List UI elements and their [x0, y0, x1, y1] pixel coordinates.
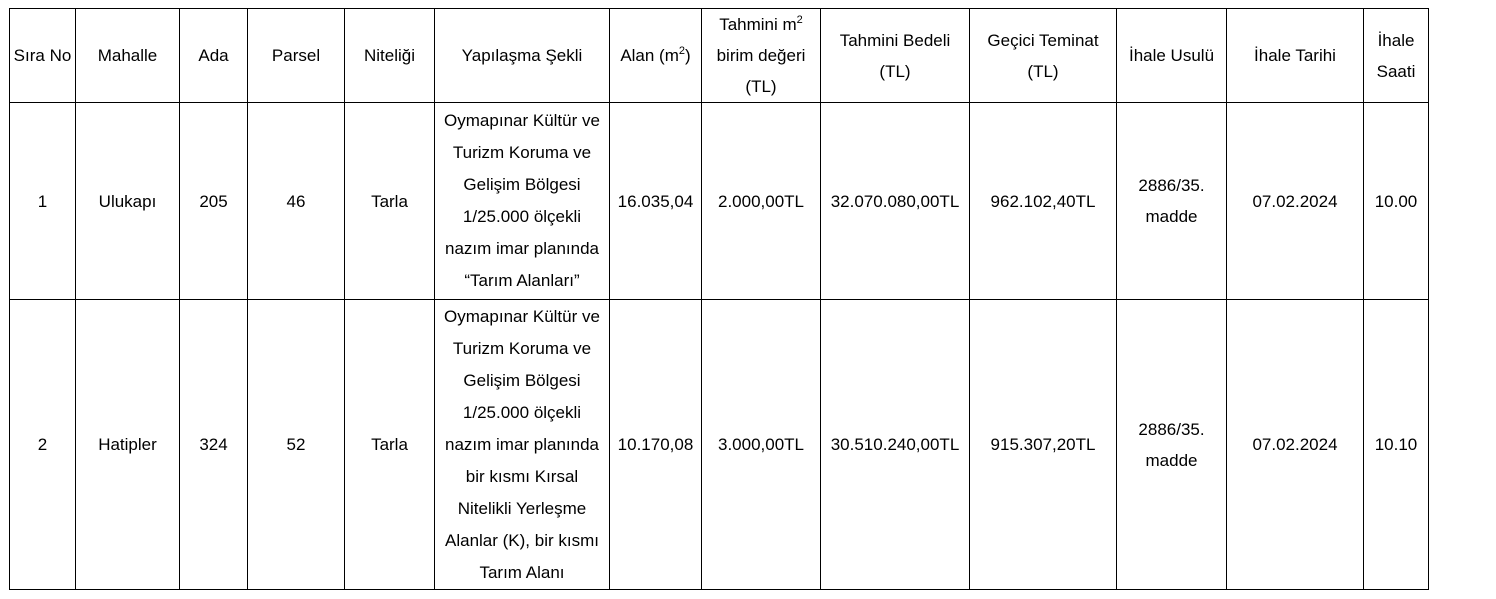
header-mahalle: Mahalle	[76, 9, 180, 103]
cell-parsel: 46	[248, 103, 345, 300]
header-ada: Ada	[180, 9, 248, 103]
table-row	[10, 300, 1429, 590]
header-ihale-tarihi: İhale Tarihi	[1227, 9, 1364, 103]
yapilasma-line: Oymapınar Kültür ve	[444, 111, 600, 130]
header-gecici-teminat-line2: (TL)	[1027, 61, 1059, 81]
header-ihale-saati-line2: Saati	[1376, 61, 1416, 81]
yapilasma-line: Gelişim Bölgesi	[463, 370, 581, 390]
header-birim-deger-line1	[704, 9, 818, 40]
header-birim-deger-line1-text: Tahmini m	[719, 15, 797, 34]
cell-ihale-saati: 10.00	[1364, 103, 1429, 300]
yapilasma-line: Nitelikli Yerleşme	[457, 498, 587, 518]
header-ihale-saati-line1: İhale	[1377, 30, 1415, 50]
yapilasma-line: Gelişim Bölgesi	[463, 175, 581, 194]
cell-birim-deger: 2.000,00TL	[702, 103, 821, 300]
yapilasma-line: Tarım Alanı	[479, 562, 565, 582]
header-alan-close: )	[685, 46, 691, 65]
cell-gecici-teminat: 915.307,20TL	[970, 300, 1117, 590]
yapilasma-line: nazım imar planında	[444, 434, 600, 454]
header-alan-text: Alan (m	[620, 46, 679, 65]
yapilasma-line: “Tarım Alanları”	[464, 271, 580, 290]
header-alan	[610, 9, 702, 103]
ihale-usulu-line1: 2886/35.	[1138, 419, 1205, 439]
cell-birim-deger: 3.000,00TL	[702, 300, 821, 590]
cell-mahalle: Ulukapı	[76, 103, 180, 300]
header-gecici-teminat	[970, 9, 1117, 103]
cell-sira-no: 2	[10, 300, 76, 590]
yapilasma-line: nazım imar planında	[444, 239, 600, 258]
auction-table	[9, 8, 1429, 590]
ihale-usulu-line2: madde	[1145, 450, 1198, 470]
header-row	[10, 9, 1429, 103]
cell-ihale-tarihi: 07.02.2024	[1227, 103, 1364, 300]
ihale-usulu-line1: 2886/35.	[1138, 176, 1205, 195]
header-birim-deger-line2: birim değeri	[716, 46, 806, 65]
header-sira-no: Sıra No	[10, 9, 76, 103]
header-parsel: Parsel	[248, 9, 345, 103]
cell-ada: 205	[180, 103, 248, 300]
header-ihale-saati	[1364, 9, 1429, 103]
cell-alan: 10.170,08	[610, 300, 702, 590]
yapilasma-line: Turizm Koruma ve	[452, 143, 592, 162]
cell-ihale-saati: 10.10	[1364, 300, 1429, 590]
header-alan-sup: 2	[678, 45, 686, 57]
yapilasma-line: Turizm Koruma ve	[452, 338, 592, 358]
header-yapilasma-sekli: Yapılaşma Şekli	[435, 9, 610, 103]
table-row	[10, 103, 1429, 300]
header-birim-deger	[702, 9, 821, 103]
cell-tahmini-bedel: 32.070.080,00TL	[821, 103, 970, 300]
header-birim-deger-line3: (TL)	[745, 77, 777, 96]
ihale-usulu-line2: madde	[1145, 207, 1198, 226]
cell-tahmini-bedel: 30.510.240,00TL	[821, 300, 970, 590]
cell-alan: 16.035,04	[610, 103, 702, 300]
cell-yapilasma-sekli	[435, 300, 610, 590]
cell-gecici-teminat: 962.102,40TL	[970, 103, 1117, 300]
cell-niteligi: Tarla	[345, 300, 435, 590]
cell-niteligi: Tarla	[345, 103, 435, 300]
yapilasma-line: 1/25.000 ölçekli	[462, 402, 582, 422]
auction-table-container	[9, 8, 1429, 590]
header-niteligi: Niteliği	[345, 9, 435, 103]
header-gecici-teminat-line1: Geçici Teminat	[987, 30, 1099, 50]
cell-ihale-usulu	[1117, 300, 1227, 590]
header-birim-deger-sup: 2	[796, 14, 803, 26]
yapilasma-line: 1/25.000 ölçekli	[462, 207, 582, 226]
cell-yapilasma-sekli	[435, 103, 610, 300]
yapilasma-line: bir kısmı Kırsal	[465, 466, 579, 486]
cell-parsel: 52	[248, 300, 345, 590]
cell-ihale-tarihi: 07.02.2024	[1227, 300, 1364, 590]
cell-sira-no: 1	[10, 103, 76, 300]
cell-ada: 324	[180, 300, 248, 590]
header-ihale-usulu: İhale Usulü	[1117, 9, 1227, 103]
yapilasma-line: Oymapınar Kültür ve	[444, 306, 600, 326]
cell-mahalle: Hatipler	[76, 300, 180, 590]
header-tahmini-bedel: Tahmini Bedeli (TL)	[821, 9, 970, 103]
cell-ihale-usulu	[1117, 103, 1227, 300]
yapilasma-line: Alanlar (K), bir kısmı	[445, 530, 599, 550]
